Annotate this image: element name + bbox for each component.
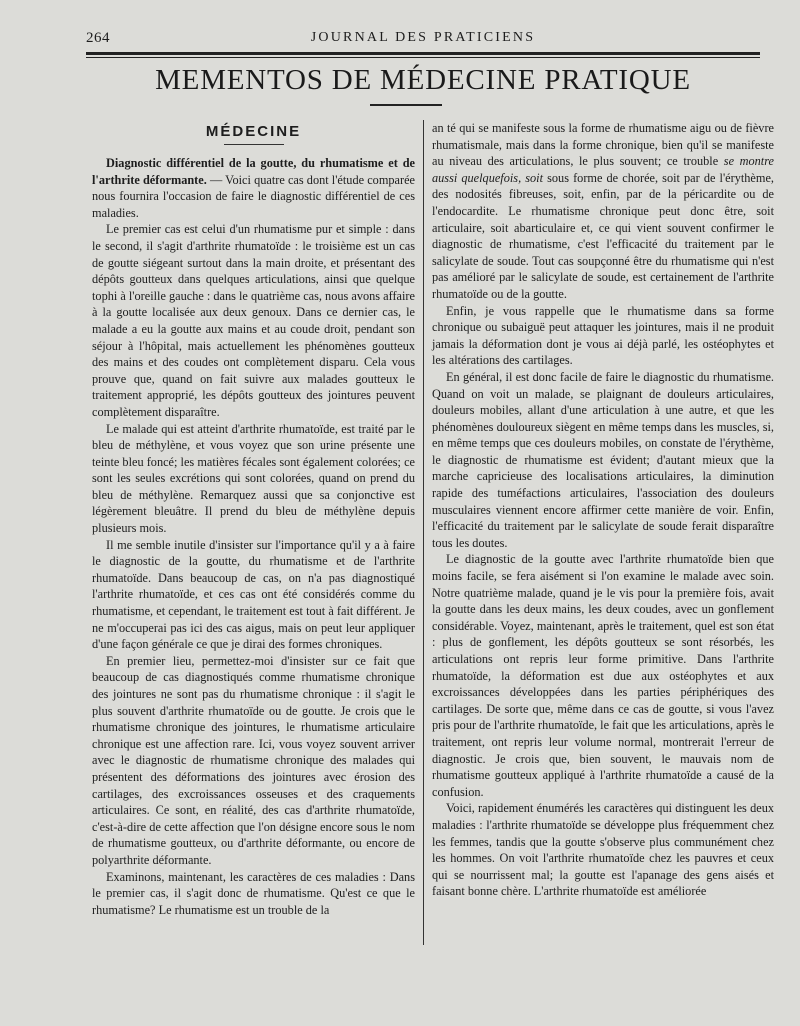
paragraph: Examinons, maintenant, les caractères de ces maladies : Dans le premier cas, il s'agit donc de rhumatisme. Qu'est ce que le rhumatisme? Le rhumatisme est un trouble de la bbox=[92, 869, 415, 917]
lead-paragraph bbox=[92, 155, 415, 221]
header-rule-thin bbox=[86, 57, 760, 58]
page-number: 264 bbox=[86, 30, 110, 46]
right-column bbox=[432, 120, 774, 900]
paragraph: Il me semble inutile d'insister sur l'importance qu'il y a à faire le diagnostic de la goutte, du rhumatisme et de l'arthrite rhumatoïde. Dans beaucoup de cas, on n'a pas diagnostiqué l'arthrite rhumatoïde, et ces cas ont été considérés comme du rhumatisme, et cependant, le traitement est tout à fait différent. Je ne m'occuperai pas ici des cas aigus, mais on peut leur appliquer d'une façon générale ce que je dirai des formes chroniques. bbox=[92, 537, 415, 652]
running-head bbox=[86, 30, 760, 50]
paragraph: Le diagnostic de la goutte avec l'arthrite rhumatoïde bien que moins facile, se fera aisément si l'on examine le malade avec soin. Notre quatrième malade, quand je le vis pour la première fois, avait la goutte dans les deux mains, les deux coudes, avec un gonflement considérable. Voyez, maintenant, après le traitement, quel est son état : plus de gonflement, les dépôts goutteux se sont résorbés, les articulations ont repris leur forme primitive. Dans l'arthrite rhumatoïde, la déformation est due aux ostéophytes et aux excroissances développées dans les parties périphériques des cartilages. De sorte que, même dans ce cas de goutte, si vous l'avez pris pour de l'arthrite rhumatoïde, le fait que les articulations, après le traitement, ont repris leur volume normal, montrerait l'erreur de diagnostic. Je crois que, bien souvent, le mauvais nom de rhumatisme goutteux appliqué à l'arthrite rhumatoïde a causé de la confusion. bbox=[432, 552, 774, 799]
title-rule bbox=[370, 104, 442, 106]
continued-text-end: sous forme de chorée, soit par de l'érythème, des nodosités fibreuses, soit, enfin, par de la péricardite ou de l'endocardite. Le rhumatisme chronique peut donc être, soit articulaire, soit abarticulaire et, ce qui vient souvent confirmer le diagnostic de rhumatisme, c'est l'efficacité du traitement par le salicylate de soude. Tout cas soupçonné être du rhumatisme qui n'est pas amélioré par le salicylate de soude, est certainement de l'arthrite rhumatoïde ou de la goutte. bbox=[432, 170, 774, 301]
continued-paragraph bbox=[432, 120, 774, 303]
paragraph: Enfin, je vous rappelle que le rhumatisme dans sa forme chronique ou subaiguë peut attaquer les jointures, mais il ne produit jamais la déformation dont je vous ai déjà parlé, les ostéophytes et les altérations des cartilages. bbox=[432, 303, 774, 368]
article-title: Diagnostic différentiel de la goutte, du rhumatisme et de l'arthrite déformante. bbox=[92, 156, 415, 187]
journal-title: JOURNAL DES PRATICIENS bbox=[310, 30, 536, 45]
column-divider bbox=[423, 120, 424, 945]
continued-text: an té qui se manifeste sous la forme de rhumatisme aigu ou de fièvre rhumatismale, mais dans la forme chronique, bien qu'il se manifeste au niveau des articulations, le plus souvent; ce trouble bbox=[432, 121, 774, 169]
header-rule-thick bbox=[86, 52, 760, 55]
paragraph: Le premier cas est celui d'un rhumatisme pur et simple : dans le second, il s'agit d'arthrite rhumatoïde : le troisième est un cas de goutte siégeant surtout dans la main droite, et présentant des dépôts goutteux dans quelques articulations, ainsi que quelque tophi à l'oreille gauche : dans le quatrième cas, nous avons affaire à la goutte localisée aux deux genoux. Dans ce dernier cas, le malade a eu la goutte aux mains et au coude droit, pendant son séjour à l'hôpital, mais actuellement les phénomènes goutteux des mains et des coudes ont complètement disparu. Cela vous prouve que, quand on fait suivre aux malades goutteux le traitement approprié, les dépôts goutteux des jointures peuvent complètement disparaître. bbox=[92, 222, 415, 419]
paragraph: Voici, rapidement énumérés les caractères qui distinguent les deux maladies : l'arthrite rhumatoïde se développe plus fréquemment chez les femmes, tandis que la goutte s'observe plus communément chez les hommes. On voit l'arthrite rhumatoïde chez les pauvres et ceux qui se nourrissent mal; la goutte est l'apanage des gens aisés et faisant bonne chère. L'arthrite rhumatoïde est améliorée bbox=[432, 801, 774, 899]
paragraph: En premier lieu, permettez-moi d'insister sur ce fait que beaucoup de cas diagnostiqués comme rhumatisme chronique des jointures ne sont pas du rhumatisme chronique : il s'agit le plus souvent d'arthrite rhumatoïde ou de goutte. Je crois que le rhumatisme chronique des jointures, le rhumatisme articulaire chronique est une affection rare. Ici, vous voyez souvent arriver avec le diagnostic de rhumatisme chronique des malades qui présentent des déformations des jointures avec érosion des cartilages, des excroissances osseuses et des craquements articulaires. Ce sont, en réalité, des cas d'arthrite rhumatoïde, c'est-à-dire de cette affection que l'on désigne encore sous le nom de rhumatisme goutteux, ou d'arthrite déformante, ou encore de polyarthrite déformante. bbox=[92, 653, 415, 867]
paragraph: Le malade qui est atteint d'arthrite rhumatoïde, est traité par le bleu de méthylène, et vous voyez que son urine présente une teinte bleu foncé; les matières fécales sont également colorées; ce sont les seules excrétions qui sont colorées, quand on prend du bleu de méthylène. Remarquez aussi que sa conjonctive est légèrement bleuâtre. Il prend du bleu de méthylène depuis plusieurs mois. bbox=[92, 421, 415, 536]
left-column bbox=[92, 120, 415, 918]
heading-rule bbox=[224, 144, 284, 145]
italic-phrase: se montre aussi quelquefois, soit bbox=[432, 154, 774, 185]
subsection-heading: MÉDECINE bbox=[205, 123, 302, 140]
paragraph: En général, il est donc facile de faire le diagnostic du rhumatisme. Quand on voit un malade, se plaignant de douleurs articulaires, douleurs mobiles, allant d'une articulation à une autre, et que les phénomènes douloureux siègent en même temps dans les muscles, si, en même temps que ces douleurs mobiles, on constate de l'érythème, le diagnostic de rhumatisme est évident; d'autant mieux que la marche capricieuse des localisations articulaires, la diminution rapide des tuméfactions articulaires, l'association des douleurs musculaires viennent encore affirmer cette manière de voir. Enfin, l'efficacité du traitement par le salicylate de soude ferait disparaître tous les doutes. bbox=[432, 369, 774, 550]
lead-text: — Voici quatre cas dont l'étude comparée nous fournira l'occasion de faire le diagnostic différentiel de ces maladies. bbox=[92, 172, 415, 220]
section-title: MEMENTOS DE MÉDECINE PRATIQUE bbox=[155, 64, 691, 96]
